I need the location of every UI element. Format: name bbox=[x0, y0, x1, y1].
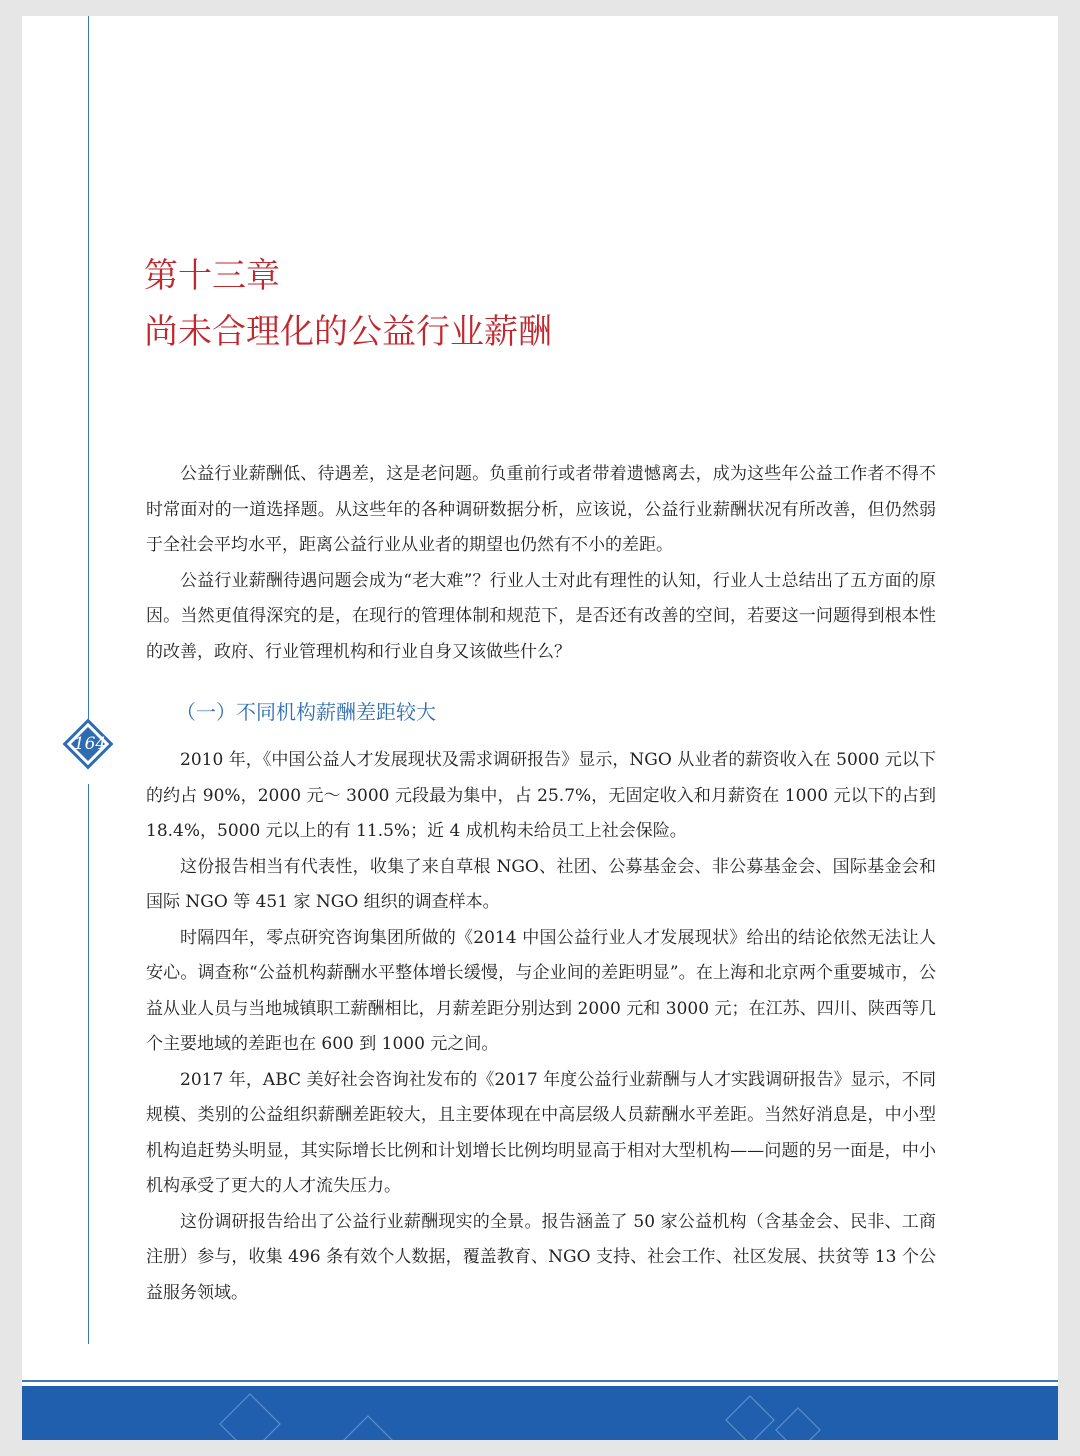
chapter-name: 尚未合理化的公益行业薪酬 bbox=[144, 312, 552, 352]
section-paragraph: 2017 年，ABC 美好社会咨询社发布的《2017 年度公益行业薪酬与人才实践调研报告》显示，不同规模、类别的公益组织薪酬差距较大，且主要体现在中高层级人员薪酬水平差距。当然好消息是，中小型机构追赶势头明显，其实际增长比例和计划增长比例均明显高于相对大型机构——问题的另一面是，中小机构承受了更大的人才流失压力。 bbox=[146, 1069, 936, 1196]
chapter-title bbox=[144, 248, 552, 360]
section-text bbox=[146, 743, 936, 1311]
section-paragraph: 这份报告相当有代表性，收集了来自草根 NGO、社团、公募基金会、非公募基金会、国际基金会和国际 NGO 等 451 家 NGO 组织的调查样本。 bbox=[146, 856, 936, 912]
margin-rule-bottom bbox=[88, 784, 89, 1344]
document-page bbox=[22, 16, 1058, 1440]
intro-paragraph: 公益行业薪酬待遇问题会成为“老大难”？行业人士对此有理性的认知，行业人士总结出了五方面的原因。当然更值得深究的是，在现行的管理体制和规范下，是否还有改善的空间，若要这一问题得到根本性的改善，政府、行业管理机构和行业自身又该做些什么？ bbox=[146, 570, 936, 662]
page-number: 164 bbox=[73, 734, 107, 754]
section-heading: （一）不同机构薪酬差距较大 bbox=[176, 700, 436, 724]
section-paragraph: 时隔四年，零点研究咨询集团所做的《2014 中国公益行业人才发展现状》给出的结论依然无法让人安心。调查称“公益机构薪酬水平整体增长缓慢，与企业间的差距明显”。在上海和北京两个重要城市，公益从业人员与当地城镇职工薪酬相比，月薪差距分别达到 2000 元和 3000 元；在江苏、四川、陕西等几个主要地域的差距也在 600 到 1000 元之间。 bbox=[146, 927, 936, 1054]
intro-paragraph: 公益行业薪酬低、待遇差，这是老问题。负重前行或者带着遗憾离去，成为这些年公益工作者不得不时常面对的一道选择题。从这些年的各种调研数据分析，应该说，公益行业薪酬状况有所改善，但仍然弱于全社会平均水平，距离公益行业从业者的期望也仍然有不小的差距。 bbox=[146, 464, 936, 555]
chapter-number: 第十三章 bbox=[144, 256, 280, 296]
section-paragraph: 这份调研报告给出了公益行业薪酬现实的全景。报告涵盖了 50 家公益机构（含基金会、民非、工商注册）参与，收集 496 条有效个人数据，覆盖教育、NGO 支持、社会工作、社区发展、扶贫等 13 个公益服务领域。 bbox=[146, 1211, 936, 1303]
margin-rule-top bbox=[88, 16, 89, 728]
footer-band bbox=[22, 1386, 1058, 1440]
footer-rule bbox=[22, 1380, 1058, 1382]
intro-text bbox=[146, 457, 936, 670]
footer-diamond-pattern-icon bbox=[22, 1386, 1058, 1440]
section-paragraph: 2010 年，《中国公益人才发展现状及需求调研报告》显示，NGO 从业者的薪资收入在 5000 元以下的约占 90%，2000 元～ 3000 元段最为集中，占 25.7%，无固定收入和月薪资在 1000 元以下的占到 18.4%，5000 元以上的有 11.5%；近 4 成机构未给员工上社会保险。 bbox=[146, 750, 936, 841]
